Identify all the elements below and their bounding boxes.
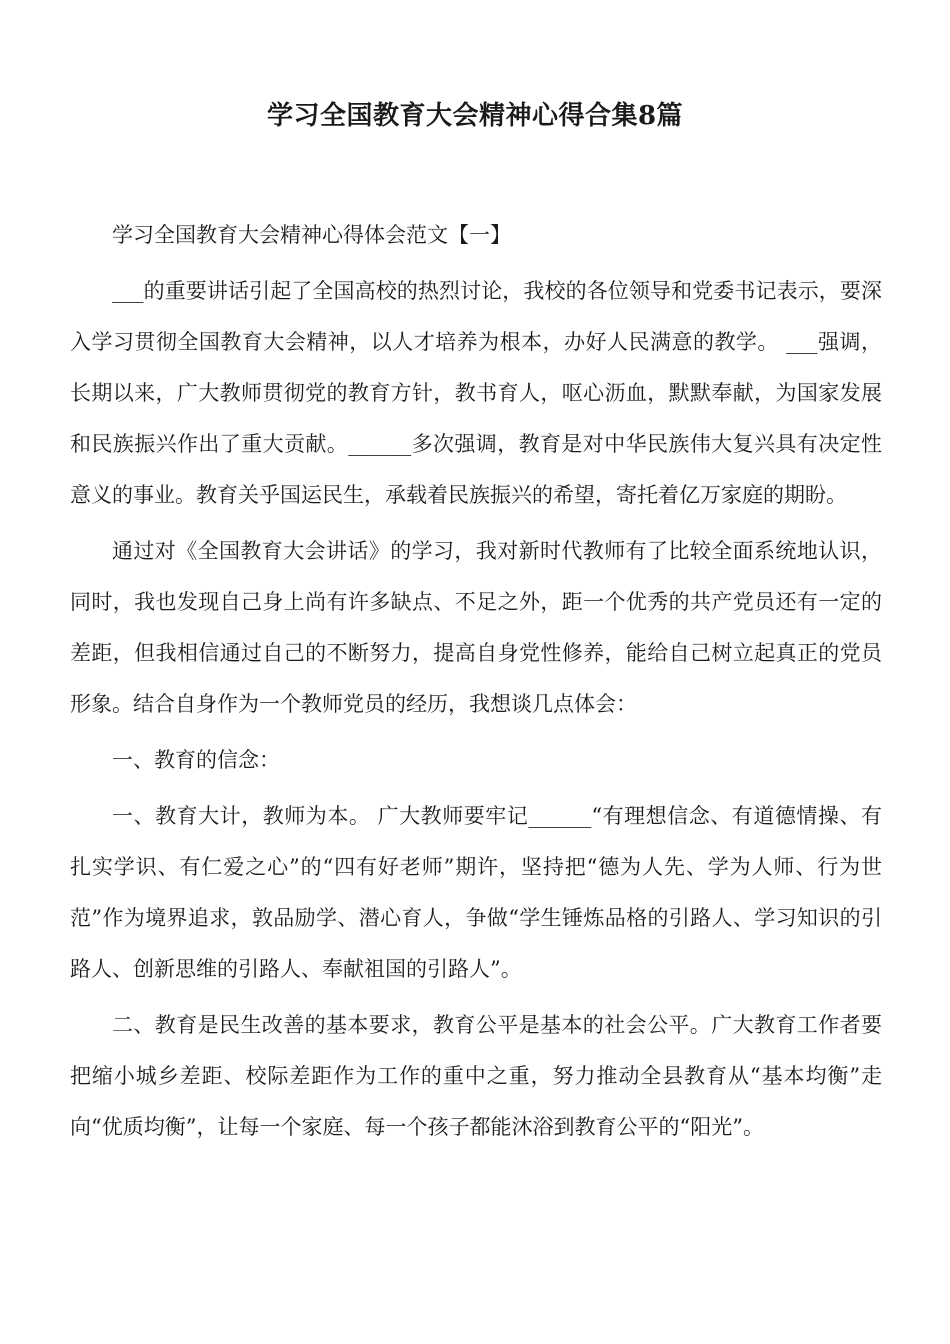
section-heading-1: 学习全国教育大会精神心得体会范文【一】	[112, 223, 511, 247]
document-body	[70, 210, 882, 1158]
subheading-education-belief: 一、教育的信念：	[112, 748, 280, 772]
paragraph-2: 通过对《全国教育大会讲话》的学习，我对新时代教师有了比较全面系统地认识，同时，我也发现自己身上尚有许多缺点、不足之外，距一个优秀的共产党员还有一定的差距，但我相信通过自己的不断努力，提高自身党性修养，能给自己树立起真正的党员形象。结合自身作为一个教师党员的经历，我想谈几点体会：	[70, 539, 882, 716]
paragraph-3: 一、教育大计，教师为本。 广大教师要牢记______“有理想信念、有道德情操、有扎实学识、有仁爱之心”的“四有好老师”期许，坚持把“德为人先、学为人师、行为世范”作为境界追求，敦品励学、潜心育人，争做“学生锤炼品格的引路人、学习知识的引路人、创新思维的引路人、奉献祖国的引路人”。	[70, 804, 882, 981]
paragraph-4: 二、教育是民生改善的基本要求，教育公平是基本的社会公平。广大教育工作者要把缩小城乡差距、校际差距作为工作的重中之重，努力推动全县教育从“基本均衡”走向“优质均衡”，让每一个家庭、每一个孩子都能沐浴到教育公平的“阳光”。	[70, 1013, 882, 1139]
document-title: 学习全国教育大会精神心得合集8篇	[266, 101, 684, 131]
paragraph-1: ___的重要讲话引起了全国高校的热烈讨论，我校的各位领导和党委书记表示，要深入学习贯彻全国教育大会精神，以人才培养为根本，办好人民满意的教学。 ___强调，长期以来，广大教师贯彻党的教育方针，教书育人，呕心沥血，默默奉献，为国家发展和民族振兴作出了重大贡献。______多次强调，教育是对中华民族伟大复兴具有决定性意义的事业。教育关乎国运民生，承载着民族振兴的希望，寄托着亿万家庭的期盼。	[70, 279, 882, 507]
